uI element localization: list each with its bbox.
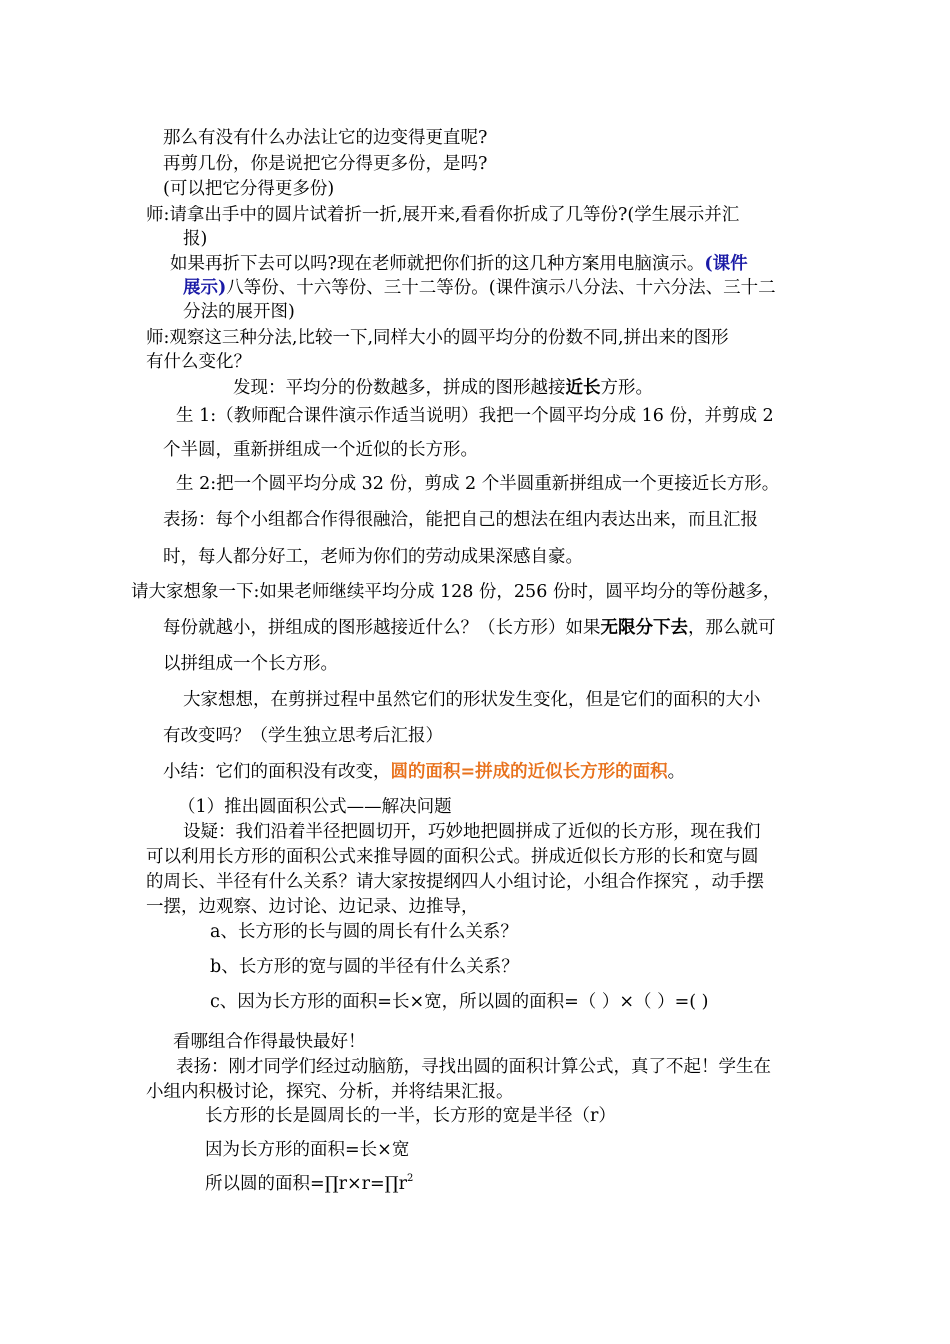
text-line: 因为长方形的面积=长×宽 [205, 1140, 410, 1160]
text-line: 再剪几份，你是说把它分得更多份，是吗? [163, 154, 488, 174]
text-span: ，那么就可 [688, 618, 776, 638]
text-line: b、长方形的宽与圆的半径有什么关系？ [210, 957, 519, 977]
text-line: 师:观察这三种分法,比较一下,同样大小的圆平均分的份数不同,拼出来的图形 [146, 328, 729, 348]
highlight-text: (课件 [704, 254, 748, 274]
text-line: (可以把它分得更多份) [163, 179, 335, 199]
text-line: 的周长、半径有什么关系？请大家按提纲四人小组讨论，小组合作探究 ，动手摆 [146, 872, 765, 892]
superscript: 2 [406, 1173, 414, 1184]
text-line [183, 276, 776, 300]
text-line: a、长方形的长与圆的周长有什么关系？ [210, 922, 518, 942]
text-line: 可以利用长方形的面积公式来推导圆的面积公式。拼成近似长方形的长和宽与圆 [146, 847, 759, 867]
text-line: 有什么变化？ [146, 352, 251, 372]
text-line: 个半圆，重新拼组成一个近似的长方形。 [163, 440, 478, 460]
text-span: 小结：它们的面积没有改变， [163, 762, 391, 782]
text-line: 一摆，边观察、边讨论、边记录、边推导， [146, 897, 479, 917]
text-line: 长方形的长是圆周长的一半，长方形的宽是半径（r） [205, 1106, 616, 1126]
text-span: 。 [667, 762, 686, 782]
text-line [163, 760, 685, 784]
text-line: 生 2:把一个圆平均分成 32 份，剪成 2 个半圆重新拼组成一个更接近长方形。 [176, 474, 780, 494]
text-line: 分法的展开图) [183, 302, 295, 322]
text-line [205, 1172, 413, 1196]
text-span: 所以圆的面积=∏r×r=∏r [205, 1174, 407, 1194]
text-line: 表扬：刚才同学们经过动脑筋，寻找出圆的面积计算公式，真了不起！学生在 [176, 1057, 771, 1077]
text-line [170, 252, 748, 276]
bold-text: 无限分下去 [600, 618, 688, 638]
text-line: 以拼组成一个长方形。 [163, 654, 338, 674]
text-line: 小组内积极讨论，探究、分析，并将结果汇报。 [146, 1082, 514, 1102]
text-line: 生 1:（教师配合课件演示作适当说明）我把一个圆平均分成 16 份，并剪成 2 [176, 406, 774, 426]
text-line: c、因为长方形的面积=长×宽，所以圆的面积=（ ）×（ ）=( ) [210, 992, 709, 1012]
text-span: 方形。 [600, 378, 653, 398]
text-line: （1）推出圆面积公式——解决问题 [178, 797, 452, 817]
text-line: 请大家想象一下:如果老师继续平均分成 128 份，256 份时，圆平均分的等份越多， [131, 582, 781, 602]
text-line: 设疑：我们沿着半径把圆切开，巧妙地把圆拼成了近似的长方形，现在我们 [183, 822, 761, 842]
text-span: 发现：平均分的份数越多，拼成的图形越接 [233, 378, 566, 398]
text-line [233, 376, 653, 400]
text-line: 时，每人都分好工，老师为你们的劳动成果深感自豪。 [163, 547, 583, 567]
text-line: 表扬：每个小组都合作得很融洽，能把自己的想法在组内表达出来，而且汇报 [163, 510, 758, 530]
highlight-text: 展示) [183, 278, 227, 298]
text-line: 大家想想，在剪拼过程中虽然它们的形状发生变化，但是它们的面积的大小 [183, 690, 761, 710]
bold-text: 近长 [565, 378, 601, 398]
text-line: 师:请拿出手中的圆片试着折一折,展开来,看看你折成了几等份?(学生展示并汇 [146, 205, 740, 225]
text-line: 那么有没有什么办法让它的边变得更直呢? [163, 128, 488, 148]
text-line [163, 616, 776, 640]
text-line: 报) [183, 229, 208, 249]
text-span: 如果再折下去可以吗?现在老师就把你们折的这几种方案用电脑演示。 [170, 254, 705, 274]
text-line: 看哪组合作得最快最好！ [173, 1032, 366, 1052]
highlight-text: 圆的面积=拼成的近似长方形的面积 [390, 762, 668, 782]
text-span: 每份就越小，拼组成的图形越接近什么？（长方形）如果 [163, 618, 601, 638]
text-span: 八等份、十六等份、三十二等份。(课件演示八分法、十六分法、三十二 [226, 278, 776, 298]
text-line: 有改变吗？（学生独立思考后汇报） [163, 726, 443, 746]
